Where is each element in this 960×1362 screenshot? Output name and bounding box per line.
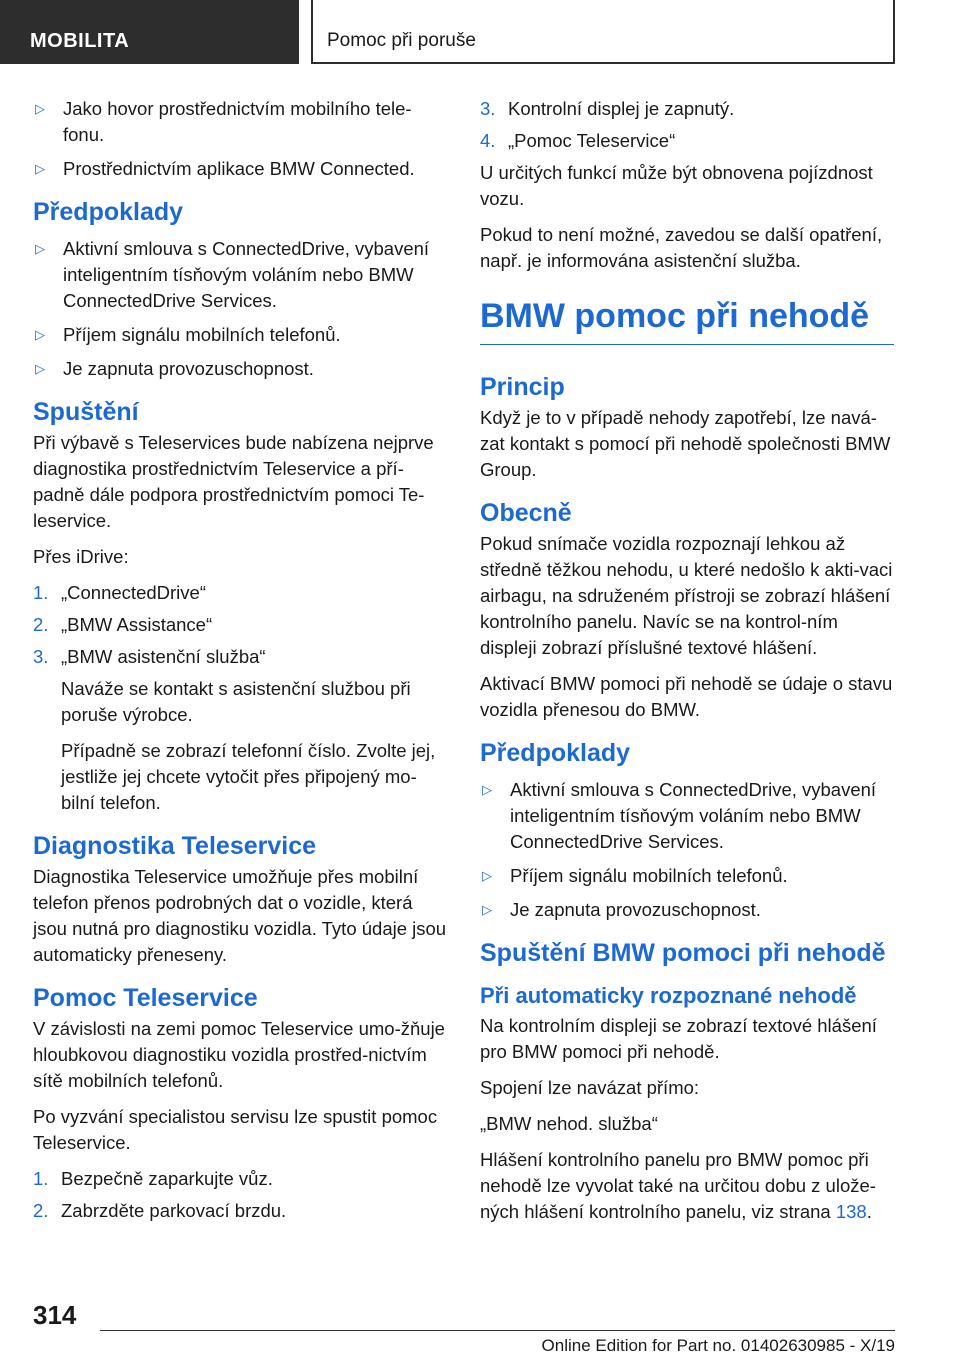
bullet-triangle-icon: ▷ [35,327,45,342]
step-item: 3. Kontrolní displej je zapnutý. [480,98,735,119]
left-column [33,96,447,1230]
paragraph: Pokud to není možné, zavedou se další opatření, např. je informována asistenční služba. [480,224,883,271]
paragraph: „BMW nehod. služba“ [480,1113,658,1134]
heading-automaticky-rozpoznana: Při automaticky rozpoznané nehodě [480,983,857,1008]
paragraph: V závislosti na zemi pomoc Teleservice umo‐žňuje hloubkovou diagnostiku vozidla prostřed‐nictvím sítě mobilních telefonů. [33,1018,445,1091]
bullet-triangle-icon: ▷ [35,101,45,116]
bullet-item: ▷ Je zapnuta provozuschopnost. [33,356,447,382]
bullet-triangle-icon: ▷ [482,902,492,917]
heading-pomoc-teleservice: Pomoc Teleservice [33,984,258,1012]
paragraph: Když je to v případě nehody zapotřebí, lze navá‐zat kontakt s pomocí při nehodě společnosti BMW Group. [480,407,891,480]
paragraph: Při výbavě s Teleservices bude nabízena nejprve diagnostika prostřednictvím Teleservice a pří‐padně dále podpora prostřednictvím pomoci Te‐leservice. [33,432,434,531]
bullet-item: ▷ Jako hovor prostřednictvím mobilního tele‐fonu. [33,96,447,148]
step-item: 2. Zabrzděte parkovací brzdu. [33,1200,287,1221]
bullet-triangle-icon: ▷ [482,868,492,883]
step-item: 1. Bezpečně zaparkujte vůz. [33,1168,273,1189]
paragraph: Aktivací BMW pomoci při nehodě se údaje o stavu vozidla přenesou do BMW. [480,673,893,720]
step-subtext: Naváže se kontakt s asistenční službou při poruše výrobce. [61,678,411,725]
footer-edition: Online Edition for Part no. 01402630985 - X/19 [541,1336,895,1355]
paragraph: Diagnostika Teleservice umožňuje přes mobilní telefon přenos podrobných dat o vozidle, která jsou nutná pro diagnostiku vozidla. Tyto údaje jsou automaticky přeneseny. [33,866,447,965]
chapter-tab [311,0,895,64]
bullet-item: ▷ Příjem signálu mobilních telefonů. [33,322,447,348]
right-column [480,96,894,1235]
paragraph: Hlášení kontrolního panelu pro BMW pomoc při nehodě lze vyvolat také na určitou dobu z ulože‐ných hlášení kontrolního panelu, viz strana 138. [480,1149,876,1222]
paragraph: Na kontrolním displeji se zobrazí textové hlášení pro BMW pomoci při nehodě. [480,1015,877,1062]
step-subtext: Případně se zobrazí telefonní číslo. Zvolte jej, jestliže jej chcete vytočit přes připojený mo‐bilní telefon. [61,740,436,813]
paragraph: Pokud snímače vozidla rozpoznají lehkou až středně těžkou nehodu, u které nedošlo k akti‐vaci airbagu, na sdruženém přístroji se zobrazí hlášení kontrolního panelu. Navíc se na kontrol‐ním displeji zobrazí příslušné textové hlášení. [480,533,893,658]
bullet-triangle-icon: ▷ [35,361,45,376]
heading-bmw-pomoc-pri-nehode: BMW pomoc při nehodě [480,294,894,345]
heading-predpoklady: Předpoklady [33,198,184,226]
step-item: 2. „BMW Assistance“ [33,614,213,635]
chapter-title: Pomoc při poruše [327,30,476,51]
bullet-triangle-icon: ▷ [35,241,45,256]
bullet-item: ▷ Příjem signálu mobilních telefonů. [480,863,894,889]
bullet-item: ▷ Prostřednictvím aplikace BMW Connected. [33,156,447,182]
footer-divider [100,1330,895,1331]
bullet-triangle-icon: ▷ [482,782,492,797]
heading-obecne: Obecně [480,499,572,527]
section-title: MOBILITA [30,30,130,52]
bullet-item: ▷ Je zapnuta provozuschopnost. [480,897,894,923]
step-item: 1. „ConnectedDrive“ [33,582,206,603]
step-item: 4. „Pomoc Teleservice“ [480,130,676,151]
paragraph: Po vyzvání specialistou servisu lze spustit pomoc Teleservice. [33,1106,438,1153]
section-tab [0,0,299,64]
heading-spusteni-bmw-pomoci: Spuštění BMW pomoci při nehodě [480,939,886,967]
page-number: 314 [33,1300,77,1330]
paragraph: Spojení lze navázat přímo: [480,1077,700,1098]
page-link[interactable]: 138 [835,1201,867,1222]
bullet-triangle-icon: ▷ [35,161,45,176]
heading-diagnostika: Diagnostika Teleservice [33,832,317,860]
bullet-item: ▷ Aktivní smlouva s ConnectedDrive, vybavení inteligentním tísňovým voláním nebo BMW ConnectedDrive Services. [33,236,447,314]
paragraph: U určitých funkcí může být obnovena pojízdnost vozu. [480,162,873,209]
heading-predpoklady: Předpoklady [480,739,631,767]
heading-princip: Princip [480,373,565,401]
heading-spusteni: Spuštění [33,398,139,426]
step-item: 3. „BMW asistenční služba“ [33,646,266,667]
paragraph: Přes iDrive: [33,546,129,567]
bullet-item: ▷ Aktivní smlouva s ConnectedDrive, vybavení inteligentním tísňovým voláním nebo BMW ConnectedDrive Services. [480,777,894,855]
